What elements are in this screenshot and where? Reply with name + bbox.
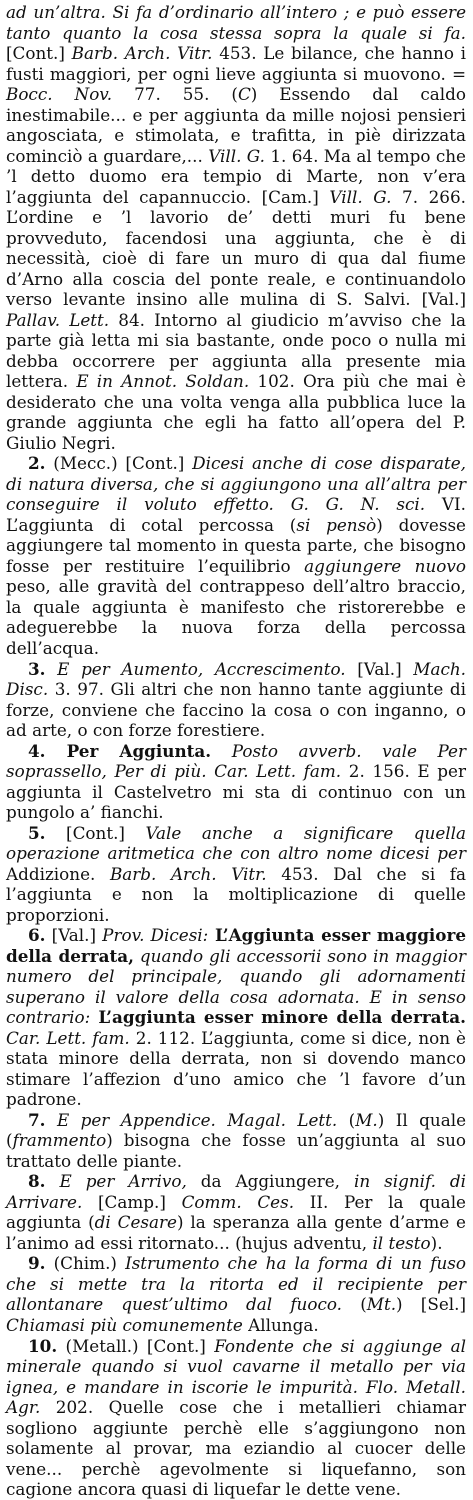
body-text: ) bisogna che fosse un’aggiunta al suo trattato delle piante. (6, 1130, 466, 1171)
sense-paragraph (6, 741, 466, 823)
italic-text: Barb. Arch. Vitr. (71, 43, 213, 64)
italic-text: Vale anche a significare quella operazione aritmetica che con altro nome dicesi per (6, 822, 466, 864)
italic-text: Prov. Dicesi: (102, 925, 209, 946)
sense-paragraph (6, 1171, 466, 1253)
italic-text: E per Arrivo, (45, 1171, 187, 1192)
body-text: 77. 55. ( (112, 84, 238, 105)
italic-text: Barb. Arch. Vitr. (109, 863, 267, 884)
sense-number-or-heading: 4. Per Aggiunta. (28, 740, 212, 761)
body-text: VI. L’aggiunta di cotal percossa ( (6, 494, 466, 535)
body-text: ) Il quale ( (6, 1109, 467, 1151)
body-text: (Metall.) [Cont.] (57, 1335, 215, 1356)
italic-text: M. (355, 1109, 378, 1130)
sense-paragraph (6, 925, 466, 1110)
italic-text: Istrumento che ha la forma di un fuso che si mette tra la ritorta ed il recipiente per allontanare quest’ultimo dal fuoco. (6, 1253, 466, 1315)
body-text: [Cont.] (45, 822, 146, 843)
sense-number-or-heading: 5. (28, 822, 46, 843)
sense-number-or-heading: 9. (28, 1253, 46, 1274)
body-text: 3. 97. Gli altri che non hanno tante aggiunte di forze, conviene che faccino la cosa o con inganno, o ad arte, o con forze forestiere. (6, 679, 466, 741)
body-text: Addizione. (6, 863, 110, 884)
italic-text: Fondente che si aggiunge al minerale quando si vuol cavarne il metallo per via ignea, e mandare in iscorie le impurità. Flo. Metall. Agr. (6, 1335, 466, 1418)
body-text: ( (342, 1294, 367, 1315)
body-text: II. Per la quale aggiunta ( (6, 1191, 466, 1233)
body-text: ) dovesse aggiungere tal momento in questa parte, che bisogno fosse per restituire l’equilibrio (6, 514, 466, 576)
sense-paragraph (6, 1253, 466, 1335)
body-text: 2. 112. L’aggiunta, come si dice, non è stata minore della derrata, non si dovendo manco stimare l’affezion d’uno amico che ’l favore d’un padrone. (6, 1027, 466, 1110)
body-text: (Mecc.) [Cont.] (45, 453, 193, 474)
body-text: 1. 64. Ma al tempo che ’l detto duomo era tempio di Marte, non v’era l’aggiunta del capannuccio. [Cam.] (6, 145, 466, 207)
italic-text: Bocc. Nov. (6, 84, 113, 105)
italic-text: Vill. G. (208, 145, 265, 166)
sense-number-or-heading: L’aggiunta esser minore della derrata. (90, 1007, 466, 1028)
sense-number-or-heading: 7. (28, 1109, 46, 1130)
italic-text: Mt. (366, 1294, 397, 1315)
body-text: ) [Sel.] (396, 1294, 466, 1315)
sense-paragraph (6, 823, 466, 926)
body-text: 453. Le bilance, che hanno i fusti maggiori, per ogni lieve aggiunta si muovono. = (6, 43, 467, 84)
italic-text: in signif. di Arrivare. (6, 1171, 467, 1212)
italic-text: Dicesi anche di cose disparate, di natura diversa, che si aggiungono una all’altra per conseguire il voluto effetto. G. G. N. sci. (6, 453, 467, 515)
italic-text: Mach. Disc. (6, 658, 467, 700)
body-text: Allunga. (242, 1315, 319, 1335)
italic-text: ad un’altra. Si fa d’ordinario all’intero ; e può essere tanto quanto la cosa stessa sopra la quale si fa. (6, 2, 466, 43)
body-text: ( (337, 1109, 356, 1130)
sense-paragraph (6, 659, 466, 741)
body-text: [Camp.] (82, 1191, 182, 1212)
italic-text: di Cesare (94, 1212, 177, 1233)
sense-number-or-heading: 6. (28, 925, 46, 946)
italic-text: frammento (12, 1130, 107, 1151)
body-text: 102. Ora più che mai è desiderato che una volta venga alla pubblica luce la grande aggiunta che egli ha fatto all’opera del P. Giulio Negri. (6, 371, 466, 453)
sense-paragraph (6, 1110, 466, 1172)
body-text: peso, alle gravità del contrappeso dell’altro braccio, la quale aggiunta è manifesto che ristorerebbe e adeguerebbe la nuova forza della percossa dell’acqua. (6, 576, 466, 658)
body-text: 453. Dal che si fa l’aggiunta e non la moltiplicazione di quelle proporzioni. (6, 863, 466, 925)
italic-text: si pensò (296, 514, 377, 535)
sense-number-or-heading: 3. (28, 658, 46, 679)
body-text: 7. 266. L’ordine e ’l lavorio de’ detti muri fu bene provveduto, facendosi una aggiunta, che è di necessità, cioè di fare un muro di qua dal fiume d’Arno alla coscia del ponte reale, e continuandolo verso levante insino alle mulina di S. Salvi. [Val.] (6, 186, 466, 310)
italic-text: E in Annot. Soldan. (76, 371, 250, 392)
entry-continuation (6, 2, 466, 453)
body-text: 2. 156. E per aggiunta il Castelvetro mi sta di continuo con un pungolo a’ fianchi. (6, 761, 466, 823)
sense-paragraph (6, 453, 466, 658)
entry-senses (6, 453, 466, 1499)
italic-text: Comm. Ces. (181, 1191, 295, 1212)
body-text: da Aggiungere, (186, 1171, 354, 1192)
sense-paragraph (6, 1336, 466, 1500)
body-text: (Chim.) (45, 1253, 126, 1274)
sense-number-or-heading: 10. (28, 1335, 58, 1356)
italic-text: Car. Lett. fam. (6, 1027, 130, 1048)
italic-text: Chiamasi più comunemente (6, 1315, 243, 1335)
body-text: 84. Intorno al giudicio m’avviso che la parte già letta mi sia bastante, onde poco o nulla mi debba occorrere per aggiunta alla presente mia lettera. (6, 309, 466, 392)
sense-number-or-heading: L’Aggiunta esser maggiore della derrata, (6, 925, 467, 966)
body-text: [Val.] (345, 658, 414, 679)
italic-text: quando gli accessorii sono in maggior numero del principale, quando gli adornamenti superano il valore della cosa adornata. E in senso contrario: (6, 945, 466, 1028)
italic-text: Posto avverb. vale Per soprassello, Per di più. Car. Lett. fam. (6, 740, 466, 782)
italic-text: C (237, 84, 251, 105)
sense-number-or-heading: 2. (28, 453, 46, 474)
body-text: ) la speranza alla gente d’arme e l’animo ad essi ritornato... (hujus adventu, (6, 1212, 466, 1253)
italic-text: E per Appendice. Magal. Lett. (45, 1109, 338, 1130)
body-text: ). (430, 1232, 443, 1253)
italic-text: il testo (372, 1232, 431, 1253)
body-text: [Cont.] (6, 43, 72, 64)
italic-text: Vill. G. (329, 186, 392, 207)
italic-text: aggiungere nuovo (304, 555, 466, 576)
body-text: ) Essendo dal caldo inestimabile... e per aggiunta da mille nojosi pensieri angosciata, e stimolata, e trafitta, in piè dirizzata cominciò a guardare,... (6, 84, 466, 166)
sense-number-or-heading: 8. (28, 1171, 46, 1192)
body-text: [Val.] (45, 925, 103, 946)
italic-text: Pallav. Lett. (6, 309, 110, 330)
italic-text: E per Aumento, Accrescimento. (45, 658, 346, 679)
body-text: 202. Quelle cose che i metallieri chiamar sogliono aggiunte perchè elle s’aggiungono non solamente al provar, ma eziandio al cuocer delle vene... perchè agevolmente si liquefanno, son cagione ancora quasi di liquefar le dette vene. (6, 1397, 466, 1500)
